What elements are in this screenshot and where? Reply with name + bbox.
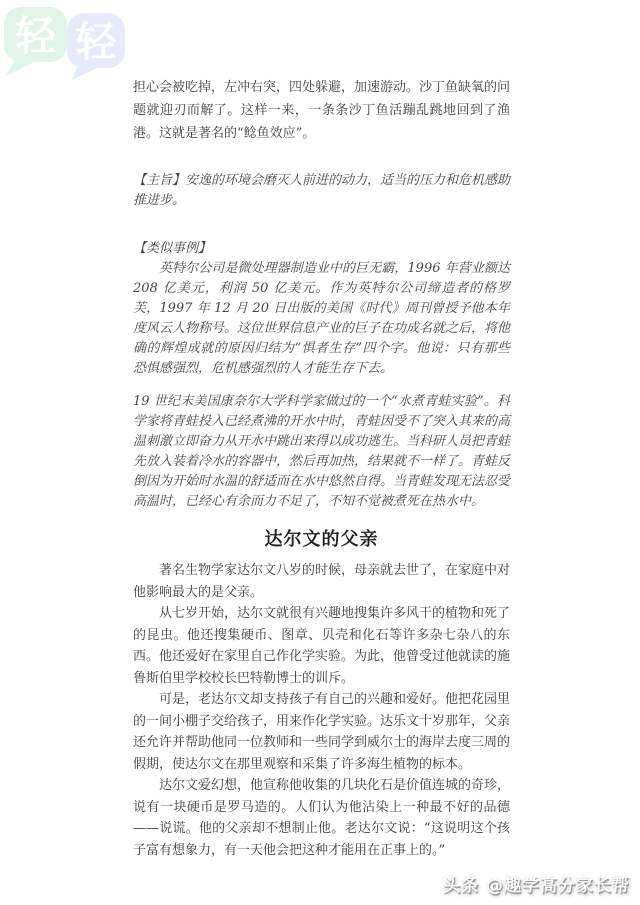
paragraph-boiled-frog-example: 19 世纪末美国康奈尔大学科学家做过的一个“水煮青蛙实验”。科学家将青蛙投入已经煮沸的开水中时，青蛙因受不了突入其来的高温刺激立即奋力从开水中跳出来得以成功逃生。当科研人员把青蛙先放入装着冷水的容器中，然后再加热，结果就不一样了。青蛙反倒因为开始时水温的舒适而在水中悠然自得。当青蛙发现无法忍受高温时，已经心有余而力不足了，不知不觉被煮死在热水中。 bbox=[133, 394, 511, 509]
toutiao-watermark: 头条 @趣学高分家长帮 bbox=[443, 876, 630, 896]
article-paragraph: 著名生物学家达尔文八岁的时候，母亲就去世了，在家庭中对他影响最大的是父亲。 bbox=[133, 563, 511, 600]
article-paragraph: 达尔文爱幻想，他宣称他收集的几块化石是价值连城的奇珍，说有一块硬币是罗马造的。人们认为他沾染上一种最不好的品德——说谎。他的父亲却不想制止他。老达尔文说：“这说明这个孩子富有想象力，有一天他会把这种才能用在正事上的。” bbox=[133, 778, 511, 858]
logo-char-right: 轻 bbox=[75, 18, 117, 66]
article-body bbox=[133, 560, 510, 861]
paragraph-intel-example: 英特尔公司是微处理器制造业中的巨无霸，1996 年营业额达 208 亿美元，利润 50 亿美元。作为英特尔公司缔造者的格罗芙，1997 年 12 月 20 日出版的美国《时代》周刊曾授予他本年度风云人物称号。这位世界信息产业的巨子在功成名就之后，将他确的辉煌成就的原因归结为“惧者生存”四个字。他说：只有那些恐惧感强烈，危机感强烈的人才能生存下去。 bbox=[133, 261, 511, 376]
document-page bbox=[133, 76, 510, 861]
logo-char-left: 轻 bbox=[15, 12, 56, 60]
paragraph-catfish-effect: 担心会被吃掉，左冲右突，四处躲避，加速游动。沙丁鱼缺氧的问题就迎刃而解了。这样一来，一条条沙丁鱼活蹦乱跳地回到了渔港。这就是著名的“鲶鱼效应”。 bbox=[133, 80, 511, 141]
similar-cases-label: 【类似事例】 bbox=[133, 241, 212, 256]
logo-bubble-blue bbox=[67, 13, 125, 80]
logo-bubble-green bbox=[4, 7, 67, 76]
article-title: 达尔文的父亲 bbox=[264, 529, 379, 550]
qingqing-logo-graphic bbox=[0, 2, 132, 82]
paragraph-main-idea: 【主旨】安逸的环境会磨灭人前进的动力，适当的压力和危机感助推进步。 bbox=[133, 173, 511, 208]
qingqing-logo bbox=[0, 2, 132, 82]
article-paragraph: 从七岁开始，达尔文就很有兴趣地搜集许多风干的植物和死了的昆虫。他还搜集硬币、图章、贝壳和化石等许多杂七杂八的东西。他还爱好在家里自己作化学实验。为此，他曾受过他就读的施鲁斯伯里学校校长巴特勒博士的训斥。 bbox=[133, 606, 511, 686]
article-paragraph: 可是，老达尔文却支持孩子有自己的兴趣和爱好。他把花园里的一间小棚子交给孩子，用来作化学实验。达乐文十岁那年，父亲还允许并帮助他同一位教师和一些同学到威尔士的海岸去度三周的假期，使达尔文在那里观察和采集了许多海生植物的标本。 bbox=[133, 692, 511, 772]
